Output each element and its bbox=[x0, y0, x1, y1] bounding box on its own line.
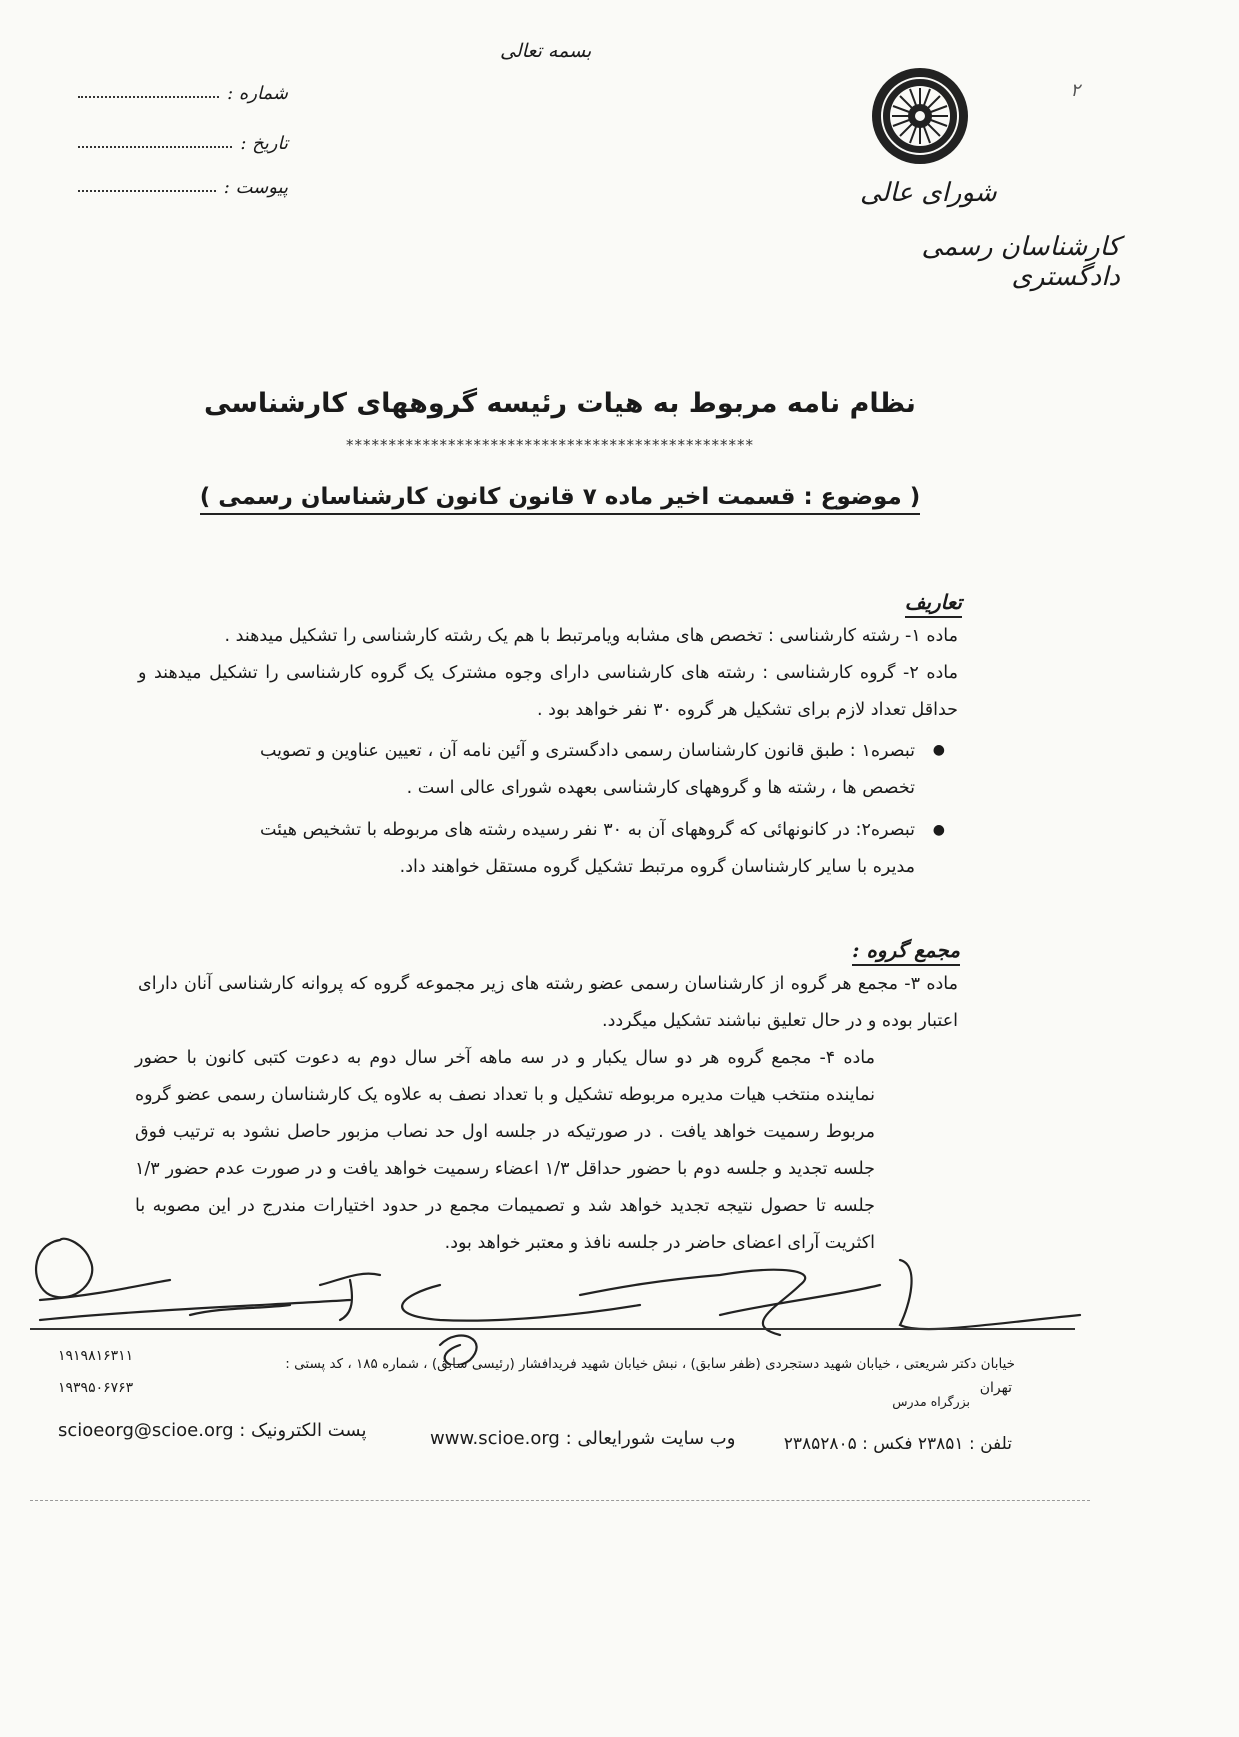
meta-date-row bbox=[78, 128, 288, 158]
document-title: نظام نامه مربوط به هیات رئیسه گروههای کارشناسی bbox=[204, 388, 916, 419]
subject-text: ( موضوع : قسمت اخیر ماده ۷ قانون کانون کارشناسان رسمی ) bbox=[200, 484, 920, 515]
footer-address: خیابان دکتر شریعتی ، خیابان شهید دستجردی (ظفر سابق) ، نبش خیابان شهید فریدافشار (رئیسی سابق) ، شماره ۱۸۵ ، کد پستی : bbox=[285, 1356, 1015, 1372]
meta-date-label: تاریخ : bbox=[240, 132, 288, 154]
signatures-area bbox=[20, 1225, 1110, 1365]
footer-city: تهران bbox=[979, 1380, 1012, 1396]
meta-number-dots bbox=[78, 96, 219, 98]
note-2: تبصره۲: در کانونهائی که گروههای آن به ۳۰ نفر رسیده رشته های مربوطه با تشخیص هیئت مدیره با سایر کارشناسان گروه مرتبط تشکیل گروه مستقل خواهند داد. bbox=[260, 820, 915, 877]
signature-scribble bbox=[720, 1285, 880, 1315]
bullet-icon: ● bbox=[932, 742, 945, 758]
corner-mark: ۲ bbox=[1070, 80, 1080, 101]
org-name-line2: کارشناسان رسمی دادگستری bbox=[921, 232, 1120, 292]
meta-attachment-dots bbox=[78, 190, 216, 192]
section-assembly-heading: مجمع گروه : bbox=[852, 938, 960, 966]
bullet-icon: ● bbox=[932, 822, 945, 838]
signature-scribble bbox=[320, 1274, 380, 1320]
footer-address-sub: بزرگراه مدرس bbox=[892, 1394, 970, 1409]
bottom-divider bbox=[30, 1500, 1090, 1501]
signature-scribble bbox=[40, 1300, 350, 1320]
stars-divider: ************************************************ bbox=[346, 436, 754, 454]
footer-phone: تلفن : ۲۳۸۵۱ فکس : ۲۳۸۵۲۸۰۵ bbox=[783, 1434, 1012, 1454]
footer-email: scioeorg@scioe.org : پست الکترونیک bbox=[58, 1420, 367, 1441]
signature-scribble bbox=[580, 1270, 805, 1335]
council-logo bbox=[870, 66, 970, 166]
article-3: ماده ۳- مجمع هر گروه از کارشناسان رسمی عضو رشته های زیر مجموعه گروه که پروانه کارشناسی آنان دارای اعتبار بوده و در حال تعلیق نباشند تشکیل میگردد. bbox=[138, 974, 958, 1031]
article-1: ماده ۱- رشته کارشناسی : تخصص های مشابه ویامرتبط با هم یک رشته کارشناسی را تشکیل میدهند . bbox=[224, 626, 958, 646]
meta-number-label: شماره : bbox=[227, 82, 288, 104]
meta-number-row bbox=[78, 78, 288, 108]
article-4: ماده ۴- مجمع گروه هر دو سال یکبار و در سه ماهه آخر سال دوم به دعوت کتبی کانون با حضور نماینده منتخب هیات مدیره مربوطه تشکیل و با تعداد نصف به علاوه یک کارشناسان رسمی عضو گروه مربوط رسمیت خواهد یافت . در صورتیکه در جلسه اول حد نصاب مزبور حاصل نشود به ترتیب فوق جلسه تجدید و جلسه دوم با حضور حداقل ۱/۳ اعضاء رسمیت خواهد یافت و در صورت عدم حضور ۱/۳ جلسه تا حصول نتیجه تجدید خواهد شد و تصمیمات مجمع در حدود اختیارات مندرج در این مصوبه با اکثریت آرای اعضای حاضر در جلسه نافذ و معتبر خواهد بود. bbox=[135, 1048, 875, 1253]
postal-code-1: ۱۹۱۹۸۱۶۳۱۱ bbox=[58, 1348, 134, 1364]
signature-scribble bbox=[900, 1260, 1080, 1329]
footer-website: www.scioe.org : وب سایت شورایعالی bbox=[430, 1428, 736, 1449]
note-1: تبصره۱ : طبق قانون کارشناسان رسمی دادگستری و آئین نامه آن ، تعیین عناوین و تصویب تخصص ها ، رشته ها و گروههای کارشناسی بعهده شورای عالی است . bbox=[260, 741, 915, 798]
meta-date-dots bbox=[78, 146, 232, 148]
signature-scribble bbox=[36, 1239, 170, 1300]
meta-attachment-label: پیوست : bbox=[223, 176, 288, 198]
org-name-line1: شورای عالی bbox=[860, 178, 997, 208]
article-2: ماده ۲- گروه کارشناسی : رشته های کارشناسی دارای وجوه مشترک یک گروه کارشناسی را تشکیل میدهند و حداقل تعداد لازم برای تشکیل هر گروه ۳۰ نفر خواهد بود . bbox=[138, 663, 958, 720]
meta-attachment-row bbox=[78, 172, 288, 202]
document-subject bbox=[0, 484, 1120, 510]
postal-code-2: ۱۹۳۹۵۰۶۷۶۳ bbox=[58, 1380, 134, 1396]
footer-rule bbox=[30, 1328, 1075, 1330]
bismillah-text: بسمه تعالی bbox=[500, 40, 592, 62]
section-definitions-heading: تعاریف bbox=[905, 590, 962, 618]
